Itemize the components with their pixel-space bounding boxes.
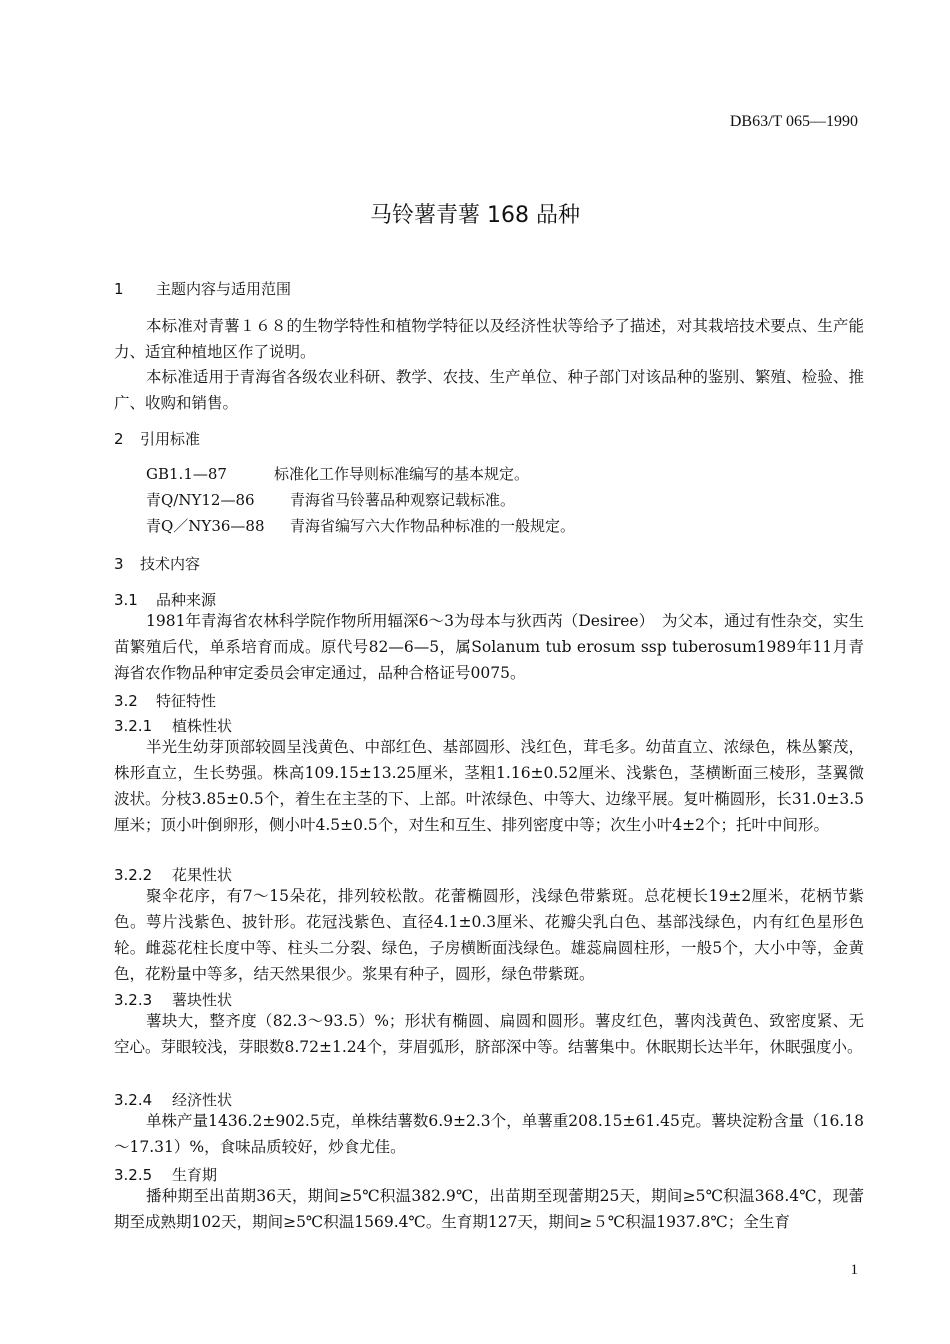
section-title: 特征特性 [156, 692, 217, 710]
section-number: 3.2.4 [114, 1091, 153, 1109]
section-3-heading [114, 553, 200, 574]
subsection-3-1-heading [114, 589, 216, 610]
paragraph: 薯块大，整齐度（82.3～93.5）%；形状有椭圆、扁圆和圆形。薯皮红色，薯肉浅黄色、致密度紧、无空心。芽眼较浅，芽眼数8.72±1.24个，芽眉弧形，脐部深中等。结薯集中。休眠期长达半年，休眠强度小。 [114, 1012, 864, 1056]
paragraph: 本标准对青薯１６８的生物学特性和植物学特征以及经济性状等给予了描述，对其栽培技术要点、生产能力、适宜种植地区作了说明。 [114, 317, 864, 361]
paragraph: 聚伞花序，有7～15朵花，排列较松散。花蕾椭圆形，浅绿色带紫斑。总花梗长19±2厘米，花柄节紫色。萼片浅紫色、披针形。花冠浅紫色、直径4.1±0.3厘米、花瓣尖乳白色、基部浅绿色，内有红色星形色轮。雌蕊花柱长度中等、柱头二分裂、绿色，子房横断面浅绿色。雄蕊扁圆柱形，一般5个，大小中等，金黄色，花粉量中等多，结天然果很少。浆果有种子，圆形，绿色带紫斑。 [114, 887, 864, 983]
section-title: 植株性状 [172, 717, 233, 735]
section-title: 技术内容 [140, 555, 201, 573]
section-number: 3 [114, 555, 124, 573]
section-number: 2 [114, 430, 124, 448]
reference-text: 青海省马铃薯品种观察记载标准。 [290, 491, 516, 509]
reference-code: 青Q／NY36—88 [146, 517, 265, 535]
paragraph: 半光生幼芽顶部较圆呈浅黄色、中部红色、基部圆形、浅红色，茸毛多。幼苗直立、浓绿色，株丛繁茂，株形直立，生长势强。株高109.15±13.25厘米，茎粗1.16±0.52厘米、浅紫色，茎横断面三棱形，茎翼微波状。分枝3.85±0.5个，着生在主茎的下、上部。叶浓绿色、中等大、边缘平展。复叶椭圆形，长31.0±3.5厘米；顶小叶倒卵形，侧小叶4.5±0.5个，对生和互生、排列密度中等；次生小叶4±2个；托叶中间形。 [114, 738, 864, 834]
section-number: 3.1 [114, 591, 138, 609]
paragraph: 播种期至出苗期36天，期间≥5℃积温382.9℃，出苗期至现蕾期25天，期间≥5℃积温368.4℃，现蕾期至成熟期102天，期间≥5℃积温1569.4℃。生育期127天，期间≥５℃积温1937.8℃；全生育 [114, 1187, 864, 1231]
section-title: 花果性状 [172, 866, 233, 884]
paragraph: 1981年青海省农林科学院作物所用辐深6～3为母本与狄西芮（Desiree） 为父本，通过有性杂交，实生苗繁殖后代，单系培育而成。原代号82—6—5，属Solanum tub erosum ssp tuberosum1989年11月青海省农作物品种审定委员会审定通过，品种合格证号0075。 [114, 612, 864, 682]
reference-text: 标准化工作导则标准编写的基本规定。 [274, 465, 530, 483]
section-title: 经济性状 [172, 1091, 233, 1109]
section-title: 薯块性状 [172, 991, 233, 1009]
subsection-3-2-1-heading [114, 715, 232, 736]
paragraph: 单株产量1436.2±902.5克，单株结薯数6.9±2.3个，单薯重208.15±61.45克。薯块淀粉含量（16.18～17.31）%，食味品质较好，炒食尤佳。 [114, 1112, 864, 1156]
section-number: 3.2.3 [114, 991, 153, 1009]
section-number: 1 [114, 280, 124, 298]
reference-item [146, 463, 529, 484]
reference-code: 青Q/NY12—86 [146, 491, 255, 509]
section-number: 3.2.1 [114, 717, 153, 735]
section-title: 生育期 [172, 1166, 218, 1184]
reference-item [146, 489, 515, 510]
subsection-3-2-3-heading [114, 989, 232, 1010]
reference-item [146, 515, 575, 536]
reference-code: GB1.1—87 [146, 465, 227, 483]
paragraph: 本标准适用于青海省各级农业科研、教学、农技、生产单位、种子部门对该品种的鉴别、繁殖、检验、推广、收购和销售。 [114, 368, 864, 412]
section-number: 3.2 [114, 692, 138, 710]
section-2-heading [114, 428, 200, 449]
page-number: 1 [850, 1262, 858, 1278]
subsection-3-2-2-heading [114, 864, 232, 885]
subsection-3-2-heading [114, 690, 216, 711]
document-title: 马铃薯青薯 168 品种 [370, 203, 580, 228]
section-title: 引用标准 [140, 430, 201, 448]
subsection-3-2-5-heading [114, 1164, 217, 1185]
section-number: 3.2.5 [114, 1166, 153, 1184]
section-title: 品种来源 [156, 591, 217, 609]
subsection-3-2-4-heading [114, 1089, 232, 1110]
section-1-heading [114, 278, 291, 299]
section-number: 3.2.2 [114, 866, 153, 884]
standard-code: DB63/T 065—1990 [729, 113, 858, 130]
reference-text: 青海省编写六大作物品种标准的一般规定。 [290, 517, 576, 535]
section-title: 主题内容与适用范围 [156, 280, 292, 298]
